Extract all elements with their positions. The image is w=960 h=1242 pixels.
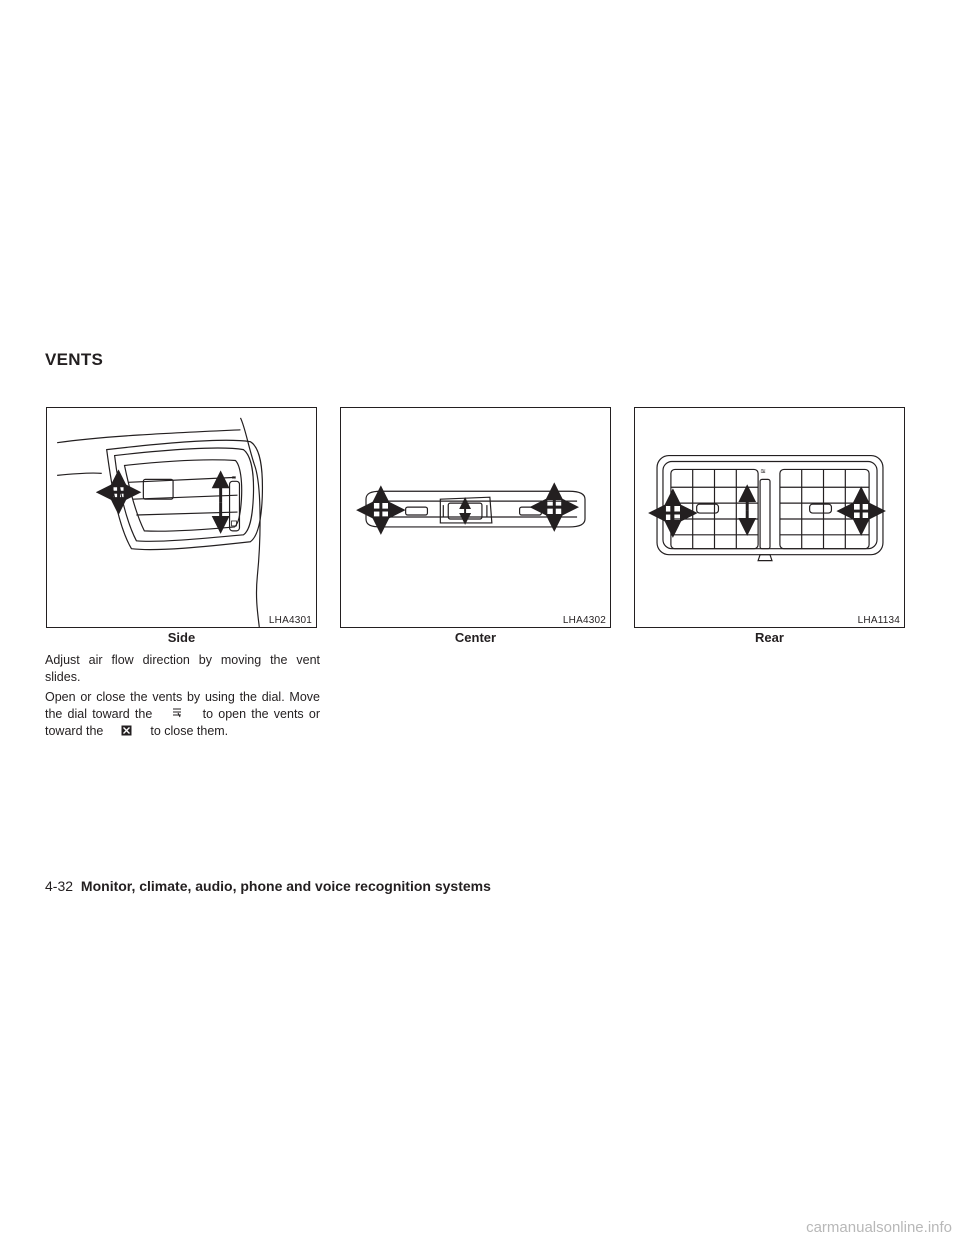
- center-vent-illustration: [341, 408, 610, 627]
- figure-code: LHA1134: [857, 615, 900, 626]
- svg-text:≋: ≋: [760, 468, 766, 476]
- body-paragraph: Adjust air flow direction by moving the vent slides.: [45, 653, 320, 684]
- svg-text:≋: ≋: [231, 475, 237, 482]
- figure-caption-center: Center: [454, 630, 497, 645]
- page-number: 4-32: [45, 878, 74, 894]
- section-title: VENTS: [45, 350, 104, 369]
- watermark: carmanualsonline.info: [806, 1219, 952, 1236]
- page-footer: [45, 878, 491, 894]
- figure-code: LHA4301: [268, 615, 312, 626]
- body-text-segment: to close them.: [150, 724, 229, 738]
- vent-close-icon: [107, 723, 147, 740]
- body-text-segment: Open or close the vents by using the dial. Move the dial toward the: [45, 690, 320, 721]
- body-paragraph: [45, 689, 320, 740]
- figure-side-vent: [46, 407, 317, 628]
- footer-section-name: Monitor, climate, audio, phone and voice recognition systems: [80, 878, 491, 894]
- figure-center-vent: [340, 407, 611, 628]
- figure-caption-side: Side: [167, 630, 196, 645]
- figure-rear-vent: [634, 407, 905, 628]
- vent-open-icon: [157, 706, 197, 723]
- side-vent-illustration: [47, 408, 316, 627]
- figure-caption-rear: Rear: [755, 630, 784, 645]
- body-text-segment: to open the vents or toward the: [45, 707, 320, 738]
- rear-vent-illustration: [635, 408, 904, 627]
- figure-code: LHA4302: [562, 615, 606, 626]
